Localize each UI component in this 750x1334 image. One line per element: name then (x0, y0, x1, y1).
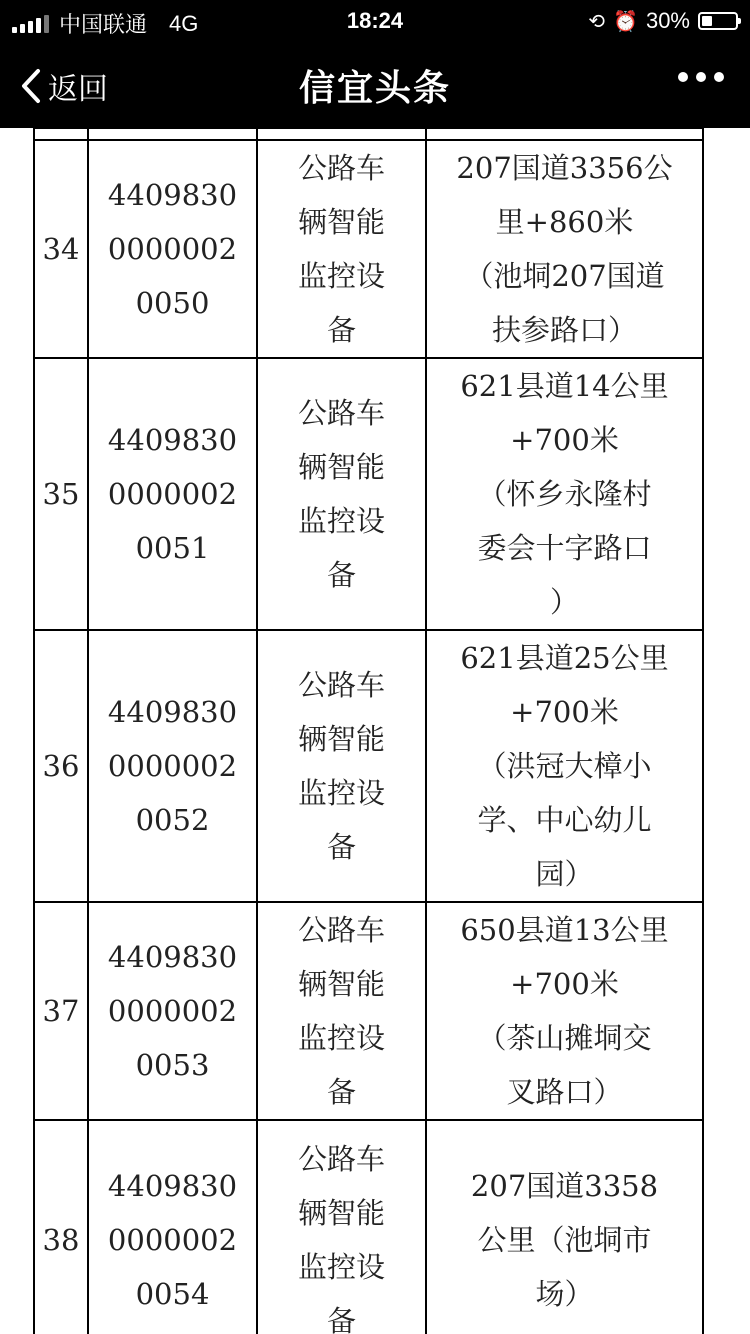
device-type-cell (257, 630, 426, 902)
dot-icon (678, 72, 688, 82)
location-cell-line: +700米 (510, 967, 619, 1001)
location-cell (426, 902, 703, 1120)
device-type-cell (257, 358, 426, 630)
device-type-cell-line: 辆智能 (297, 450, 385, 484)
location-cell (426, 630, 703, 902)
status-bar (0, 0, 750, 42)
location-cell-line: 621县道25公里 (460, 641, 669, 675)
device-code-cell-line: 0000002 (107, 477, 238, 511)
back-label: 返回 (48, 73, 108, 106)
device-type-cell-line: 监控设 (297, 259, 385, 293)
top-bar (0, 0, 750, 128)
device-type-cell-line: 备 (326, 1304, 356, 1334)
row-index-cell: 36 (34, 630, 88, 902)
location-cell-line: ） (549, 585, 579, 619)
device-code-cell (88, 1120, 257, 1334)
device-type-cell-line: 公路车 (297, 913, 385, 947)
location-cell (426, 358, 703, 630)
article-content (0, 128, 750, 1334)
battery-percent: 30% (645, 8, 690, 33)
clock: 18:24 (346, 8, 404, 33)
device-code-cell-line: 0000002 (107, 749, 238, 783)
device-code-cell-line: 0054 (135, 1277, 210, 1311)
carrier-label: 中国联通 (59, 12, 148, 37)
device-code-cell-line: 0000002 (107, 994, 238, 1028)
row-index-cell: 38 (34, 1120, 88, 1334)
location-cell-line: （茶山摊垌交 (477, 1021, 652, 1055)
device-code-cell-line: 0052 (135, 803, 210, 837)
table-row (34, 140, 703, 358)
alarm-clock-icon: ⏰ (613, 10, 638, 33)
navigation-bar (0, 42, 750, 128)
battery-icon (698, 12, 738, 30)
location-cell-line: 园） (535, 857, 594, 891)
device-type-cell-line: 备 (326, 558, 356, 592)
device-type-cell-line: 公路车 (297, 1142, 385, 1176)
device-code-cell-line: 4409830 (107, 178, 238, 212)
device-type-cell-line: 公路车 (297, 668, 385, 702)
device-type-cell-line: 备 (326, 313, 356, 347)
table-row (34, 902, 703, 1120)
device-type-cell-line: 辆智能 (297, 722, 385, 756)
location-cell-line: 公里（池垌市 (477, 1223, 652, 1257)
device-table (33, 128, 704, 1334)
location-cell-line: 207国道3358 (470, 1169, 659, 1203)
device-type-cell-line: 公路车 (297, 396, 385, 430)
location-cell-line: （池垌207国道 (464, 259, 665, 293)
location-cell-line: 叉路口） (506, 1075, 623, 1109)
device-code-cell-line: 0051 (135, 531, 210, 565)
rotation-lock-icon: ⟲ (588, 10, 606, 33)
device-code-cell (88, 358, 257, 630)
dot-icon (714, 72, 724, 82)
device-type-cell-line: 备 (326, 830, 356, 864)
location-cell (426, 140, 703, 358)
device-code-cell-line: 4409830 (107, 1169, 238, 1203)
location-cell (426, 1120, 703, 1334)
location-cell-line: 委会十字路口 (477, 531, 652, 565)
device-type-cell (257, 1120, 426, 1334)
device-code-cell-line: 0000002 (107, 1223, 238, 1257)
device-code-cell-line: 0053 (135, 1048, 210, 1082)
location-cell-line: （怀乡永隆村 (477, 477, 652, 511)
device-code-cell-line: 0000002 (107, 232, 238, 266)
row-index-cell: 34 (34, 140, 88, 358)
device-code-cell (88, 902, 257, 1120)
device-code-cell-line: 4409830 (107, 695, 238, 729)
location-cell-line: 207国道3356公 (456, 151, 673, 185)
device-type-cell-line: 辆智能 (297, 967, 385, 1001)
device-code-cell-line: 0050 (135, 286, 210, 320)
location-cell-line: 扶参路口） (491, 313, 637, 347)
device-type-cell-line: 监控设 (297, 504, 385, 538)
device-type-cell-line: 监控设 (297, 1250, 385, 1284)
device-type-cell-line: 辆智能 (297, 205, 385, 239)
device-type-cell (257, 140, 426, 358)
table-row (34, 1120, 703, 1334)
device-code-cell-line: 4409830 (107, 940, 238, 974)
table-row (34, 128, 703, 140)
device-type-cell-line: 监控设 (297, 1021, 385, 1055)
device-code-cell-line: 4409830 (107, 423, 238, 457)
row-index-cell: 37 (34, 902, 88, 1120)
location-cell-line: 650县道13公里 (460, 913, 669, 947)
location-cell-line: 621县道14公里 (460, 369, 669, 403)
row-index-cell: 35 (34, 358, 88, 630)
device-type-cell-line: 公路车 (297, 151, 385, 185)
location-cell-line: 里+860米 (495, 205, 634, 239)
device-type-cell-line: 监控设 (297, 776, 385, 810)
location-cell-line: +700米 (510, 695, 619, 729)
location-cell-line: 场） (535, 1277, 594, 1311)
device-code-cell (88, 630, 257, 902)
device-type-cell (257, 902, 426, 1120)
table-row (34, 358, 703, 630)
location-cell-line: （洪冠大樟小 (477, 749, 652, 783)
location-cell-line: +700米 (510, 423, 619, 457)
device-type-cell-line: 备 (326, 1075, 356, 1109)
network-type: 4G (169, 10, 199, 36)
more-options-button[interactable] (678, 72, 724, 82)
dot-icon (696, 72, 706, 82)
device-code-cell (88, 140, 257, 358)
page-title: 信宜头条 (298, 67, 451, 108)
device-type-cell-line: 辆智能 (297, 1196, 385, 1230)
table-row (34, 630, 703, 902)
location-cell-line: 学、中心幼儿 (477, 803, 652, 837)
